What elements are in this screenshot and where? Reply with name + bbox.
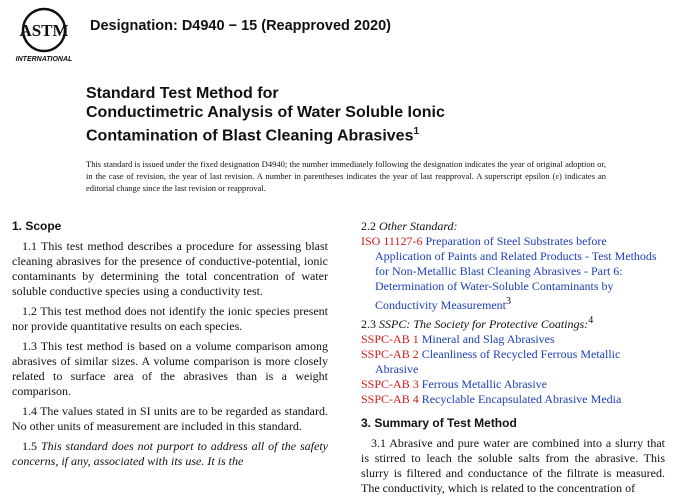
astm-logo (8, 6, 80, 64)
sspc-title-link[interactable]: Ferrous Metallic Abrasive (421, 377, 548, 391)
iso-title-link[interactable]: Preparation of Steel Substrates before Application of Paints and Related Products - Test Methods for Non-Metallic Blast Cleaning Abrasives - Part 6: Determination of Water-Soluble Contaminants by Conductivity Measurement (375, 234, 657, 312)
sspc-code[interactable]: SSPC-AB 2 (361, 347, 419, 361)
sspc-title-link[interactable]: Cleanliness of Recycled Ferrous Metallic Abrasive (375, 347, 621, 376)
sspc-code[interactable]: SSPC-AB 3 (361, 377, 419, 391)
scope-1-4: 1.4 The values stated in SI units are to be regarded as standard. No other units of measurement are included in this standard. (12, 404, 328, 433)
sspc-reference (361, 347, 665, 377)
title-line-1: Standard Test Method for (86, 85, 279, 102)
sspc-code[interactable]: SSPC-AB 4 (361, 392, 419, 406)
summary-3-1: 3.1 Abrasive and pure water are combined into a slurry that is stirred to leach the soluble salts from the abrasive. This slurry is filtered and conductance of the filtrate is measured. The conductivity, which is related to the concentration of (361, 436, 665, 495)
scope-1-2: 1.2 This test method does not identify the ionic species present nor provide quantitative results on each species. (12, 304, 328, 333)
sspc-title-link[interactable]: Recyclable Encapsulated Abrasive Media (421, 392, 622, 406)
left-column (12, 219, 328, 474)
summary-heading: 3. Summary of Test Method (361, 416, 517, 430)
sspc-title-link[interactable]: Mineral and Slag Abrasives (421, 332, 555, 346)
iso-footnote: 3 (505, 296, 511, 307)
designation: Designation: D4940 − 15 (Reapproved 2020) (90, 18, 391, 34)
logo-subtext: INTERNATIONAL (15, 56, 73, 63)
issued-note: This standard is issued under the fixed designation D4940; the number immediately following the designation indicates the year of original adoption or, in the case of revision, the year of last revision. A number in parentheses indicates the year of last reapproval. A superscript epsilon (ε) indicates an editorial change since the last revision or reapproval. (86, 159, 606, 193)
scope-1-1: 1.1 This test method describes a procedure for assessing blast cleaning abrasives for the presence of conductive-potential, ionic contaminants by determining the total concentration of water soluble conductive species using a conductivity test. (12, 239, 328, 298)
logo-mark: ASTM (19, 21, 69, 40)
sspc-reference (361, 377, 665, 392)
iso-code[interactable]: ISO 11127-6 (361, 234, 423, 248)
scope-1-5: 1.5 This standard does not purport to address all of the safety concerns, if any, associated with its use. It is the (12, 439, 329, 468)
right-column (361, 219, 665, 501)
scope-heading: 1. Scope (12, 219, 62, 233)
scope-1-3: 1.3 This test method is based on a volume comparison among abrasives of similar sizes. A volume comparison is more closely related to surface area of the abrasives than is a weight comparison. (12, 339, 328, 398)
sspc-label: 2.3 SSPC: The Society for Protective Coatings:$^4$ (361, 315, 594, 331)
sspc-reference (361, 392, 665, 407)
other-standard-label: 2.2 Other Standard: (361, 219, 458, 233)
iso-reference (361, 234, 665, 313)
sspc-code[interactable]: SSPC-AB 1 (361, 332, 419, 346)
title-footnote: 1 (413, 126, 420, 137)
title-line-2: Conductimetric Analysis of Water Soluble Ionic (86, 104, 445, 121)
title-line-3: Contamination of Blast Cleaning Abrasives$^1$ (86, 126, 420, 145)
sspc-reference (361, 332, 665, 347)
document-title (86, 84, 445, 145)
